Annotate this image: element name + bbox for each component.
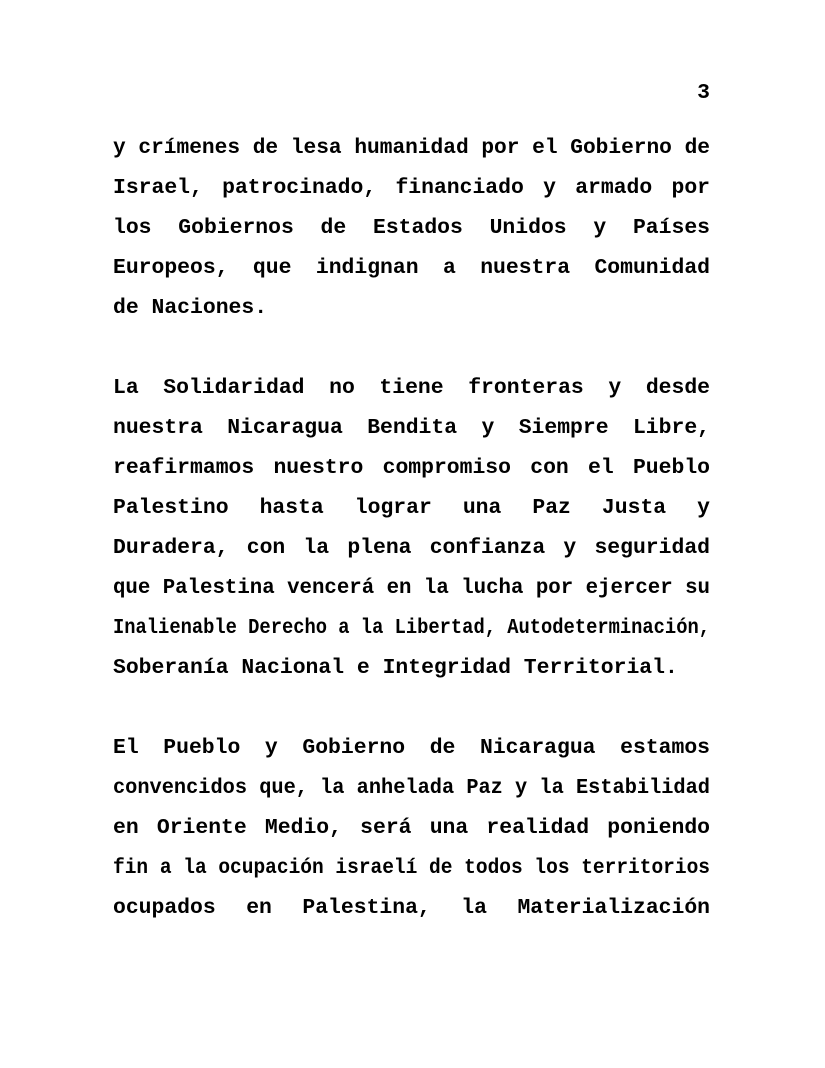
text-line: en Oriente Medio, será una realidad poniendo xyxy=(113,816,710,840)
paragraph-1 xyxy=(113,128,710,328)
text-line: que Palestina vencerá en la lucha por ejercer su xyxy=(113,576,710,600)
text-line: Europeos, que indignan a nuestra Comunidad xyxy=(113,256,710,280)
text-line: Inalienable Derecho a la Libertad, Autodeterminación, xyxy=(113,616,710,640)
text-line: Duradera, con la plena confianza y seguridad xyxy=(113,536,710,560)
page-body-text xyxy=(113,128,710,928)
text-line: y crímenes de lesa humanidad por el Gobierno de xyxy=(113,136,710,160)
text-line: ocupados en Palestina, la Materialización xyxy=(113,896,710,920)
text-line: reafirmamos nuestro compromiso con el Pueblo xyxy=(113,456,710,480)
page-number: 3 xyxy=(697,81,710,105)
text-line: los Gobiernos de Estados Unidos y Países xyxy=(113,216,710,240)
text-line: de Naciones. xyxy=(113,296,268,320)
text-line: La Solidaridad no tiene fronteras y desde xyxy=(113,376,710,400)
paragraph-2 xyxy=(113,368,710,688)
text-line: Palestino hasta lograr una Paz Justa y xyxy=(113,496,710,520)
text-line: Soberanía Nacional e Integridad Territorial. xyxy=(113,656,678,680)
text-line: nuestra Nicaragua Bendita y Siempre Libre, xyxy=(113,416,710,440)
text-line: El Pueblo y Gobierno de Nicaragua estamos xyxy=(113,736,710,760)
text-line: convencidos que, la anhelada Paz y la Estabilidad xyxy=(113,776,710,800)
text-line: fin a la ocupación israelí de todos los territorios xyxy=(113,856,710,880)
text-line: Israel, patrocinado, financiado y armado por xyxy=(113,176,710,200)
paragraph-3 xyxy=(113,728,710,928)
